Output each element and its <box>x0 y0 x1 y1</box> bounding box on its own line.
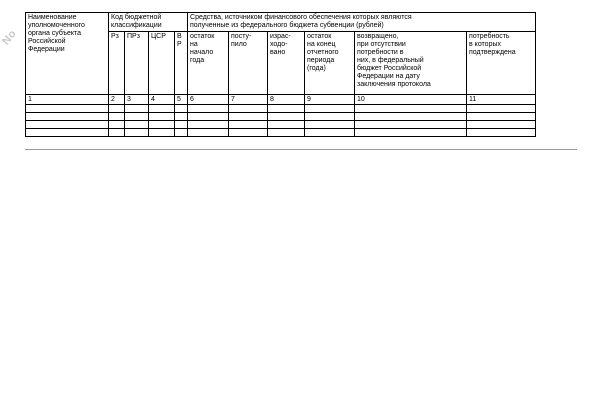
table-cell <box>149 129 175 137</box>
table-cell <box>467 129 536 137</box>
table-cell <box>229 105 268 113</box>
column-number-row <box>26 95 536 105</box>
column-number: 9 <box>305 95 355 105</box>
table-cell <box>355 105 467 113</box>
column-number: 3 <box>125 95 149 105</box>
table-cell <box>125 121 149 129</box>
header-spent: израс- ходо- вано <box>268 32 305 95</box>
table-cell <box>467 121 536 129</box>
table-cell <box>355 121 467 129</box>
header-balance-start: остаток на начало года <box>188 32 229 95</box>
table-cell <box>188 105 229 113</box>
table-cell <box>175 113 188 121</box>
table-cell <box>355 113 467 121</box>
header-need-confirmed: потребность в которых подтверждена <box>467 32 536 95</box>
table-cell <box>149 105 175 113</box>
table-cell <box>268 113 305 121</box>
table-cell <box>305 113 355 121</box>
header-rz: Рз <box>109 32 125 95</box>
table-cell <box>175 105 188 113</box>
header-balance-end: остаток на конец отчетного периода (года) <box>305 32 355 95</box>
header-returned: возвращено, при отсутствии потребности в них, в федеральный бюджет Российской Федерации на дату заключения протокола <box>355 32 467 95</box>
column-number: 4 <box>149 95 175 105</box>
table-cell <box>305 105 355 113</box>
table-cell <box>188 113 229 121</box>
table-cell <box>467 113 536 121</box>
column-number: 2 <box>109 95 125 105</box>
table-cell <box>26 105 109 113</box>
table-cell <box>149 121 175 129</box>
table-cell <box>268 105 305 113</box>
report-table <box>25 12 536 137</box>
table-cell <box>188 129 229 137</box>
table-cell <box>125 105 149 113</box>
table-cell <box>229 113 268 121</box>
table-cell <box>229 129 268 137</box>
table-cell <box>109 105 125 113</box>
column-number: 6 <box>188 95 229 105</box>
table-cell <box>26 129 109 137</box>
column-number: 5 <box>175 95 188 105</box>
table-cell <box>125 113 149 121</box>
table-cell <box>305 121 355 129</box>
table-row <box>26 129 536 137</box>
table-cell <box>175 121 188 129</box>
table-cell <box>26 113 109 121</box>
header-organ-name: Наименование уполномоченного органа субъекта Российской Федерации <box>26 13 109 95</box>
table-cell <box>149 113 175 121</box>
table-cell <box>175 129 188 137</box>
table-cell <box>467 105 536 113</box>
column-number: 7 <box>229 95 268 105</box>
horizontal-divider <box>25 149 577 150</box>
column-number: 8 <box>268 95 305 105</box>
header-vr: В Р <box>175 32 188 95</box>
table-cell <box>188 121 229 129</box>
table-row <box>26 105 536 113</box>
table-cell <box>26 121 109 129</box>
watermark: No <box>0 27 20 48</box>
header-budget-classification-code: Код бюджетной классификации <box>109 13 188 32</box>
column-number: 11 <box>467 95 536 105</box>
table-cell <box>109 113 125 121</box>
header-prz: ПРз <box>125 32 149 95</box>
table-cell <box>109 129 125 137</box>
table-cell <box>125 129 149 137</box>
table-cell <box>355 129 467 137</box>
header-received: посту- пило <box>229 32 268 95</box>
header-funds-from-federal-subventions: Средства, источником финансового обеспечения которых являются полученные из федерального бюджета субвенции (рублей) <box>188 13 536 32</box>
column-number: 1 <box>26 95 109 105</box>
table-cell <box>229 121 268 129</box>
table-row <box>26 121 536 129</box>
table-row <box>26 113 536 121</box>
table-cell <box>268 121 305 129</box>
table-cell <box>268 129 305 137</box>
header-csr: ЦСР <box>149 32 175 95</box>
table-cell <box>305 129 355 137</box>
table-cell <box>109 121 125 129</box>
column-number: 10 <box>355 95 467 105</box>
